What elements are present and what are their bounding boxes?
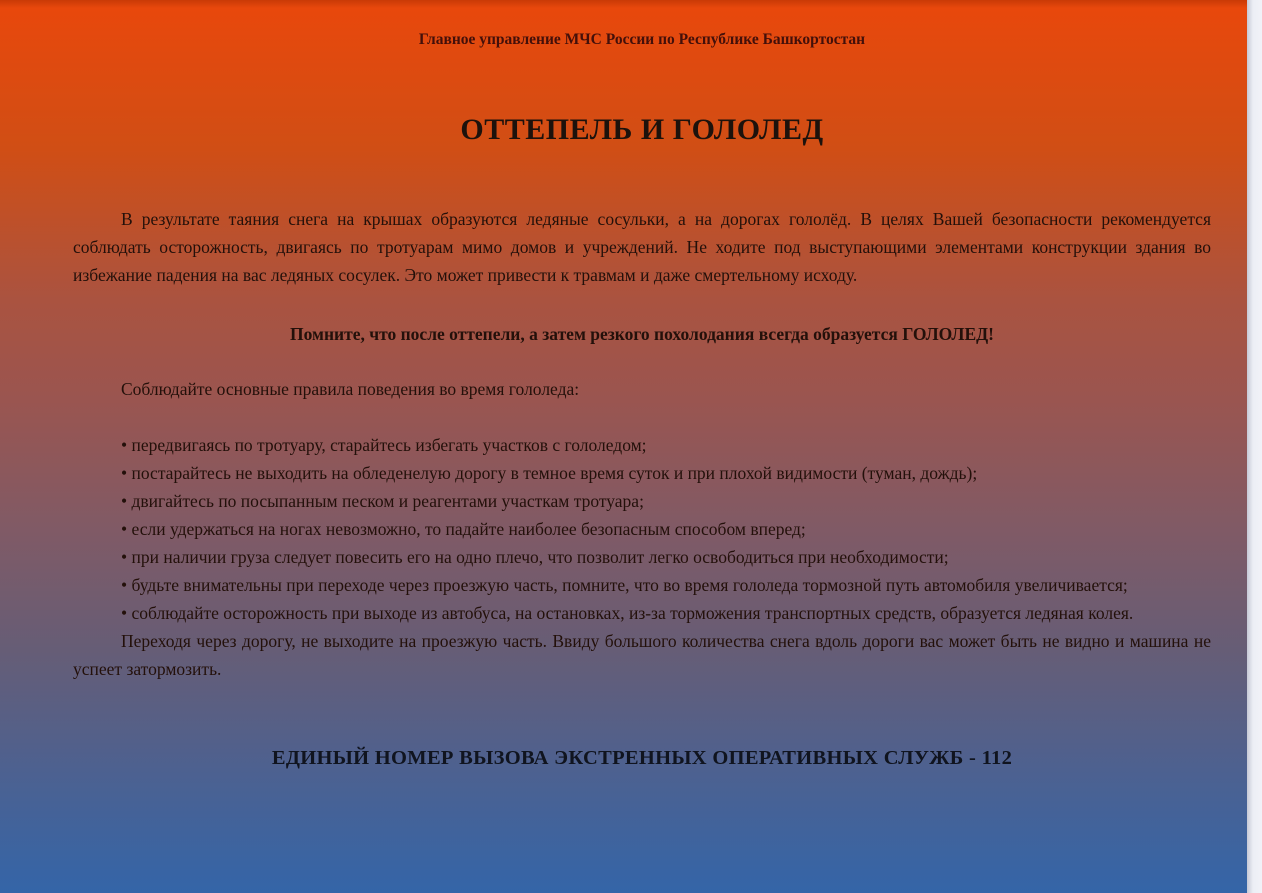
warning-line: Помните, что после оттепели, а затем резкого похолодания всегда образуется ГОЛОЛЕД!: [290, 324, 994, 344]
rule-item: • если удержаться на ногах невозможно, то падайте наиболее безопасным способом вперед;: [121, 519, 806, 539]
rule-item: • постарайтесь не выходить на обледенелую дорогу в темное время суток и при плохой видимости (туман, дождь);: [121, 463, 978, 483]
rule-item: • передвигаясь по тротуару, старайтесь избегать участков с гололедом;: [121, 435, 647, 455]
rules-list: [73, 431, 1211, 683]
scrollbar-track[interactable]: [1247, 0, 1262, 893]
rule-item: • при наличии груза следует повесить его на одно плечо, что позволит легко освободиться при необходимости;: [121, 547, 949, 567]
closing-paragraph: Переходя через дорогу, не выходите на проезжую часть. Ввиду большого количества снега вдоль дороги вас может быть не видно и машина не успеет затормозить.: [73, 631, 1211, 679]
page-title: ОТТЕПЕЛЬ И ГОЛОЛЕД: [460, 113, 824, 146]
rule-item: • будьте внимательны при переходе через проезжую часть, помните, что во время гололеда тормозной путь автомобиля увеличивается;: [121, 575, 1128, 595]
rule-item: • двигайтесь по посыпанным песком и реагентами участкам тротуара;: [121, 491, 644, 511]
rule-item: • соблюдайте осторожность при выходе из автобуса, на остановках, из-за торможения транспортных средств, образуется ледяная колея.: [121, 603, 1134, 623]
intro-paragraph: В результате таяния снега на крышах образуются ледяные сосульки, а на дорогах гололёд. В целях Вашей безопасности рекомендуется соблюдать осторожность, двигаясь по тротуарам мимо домов и учреждений. Не ходите под выступающими элементами конструкции здания во избежание падения на вас ледяных сосулек. Это может привести к травмам и даже смертельному исходу.: [73, 209, 1211, 285]
rules-intro: Соблюдайте основные правила поведения во время гололеда:: [121, 379, 580, 399]
emergency-number-line: ЕДИНЫЙ НОМЕР ВЫЗОВА ЭКСТРЕННЫХ ОПЕРАТИВНЫХ СЛУЖБ - 112: [271, 747, 1013, 769]
org-header: Главное управление МЧС России по Республике Башкортостан: [418, 31, 866, 48]
